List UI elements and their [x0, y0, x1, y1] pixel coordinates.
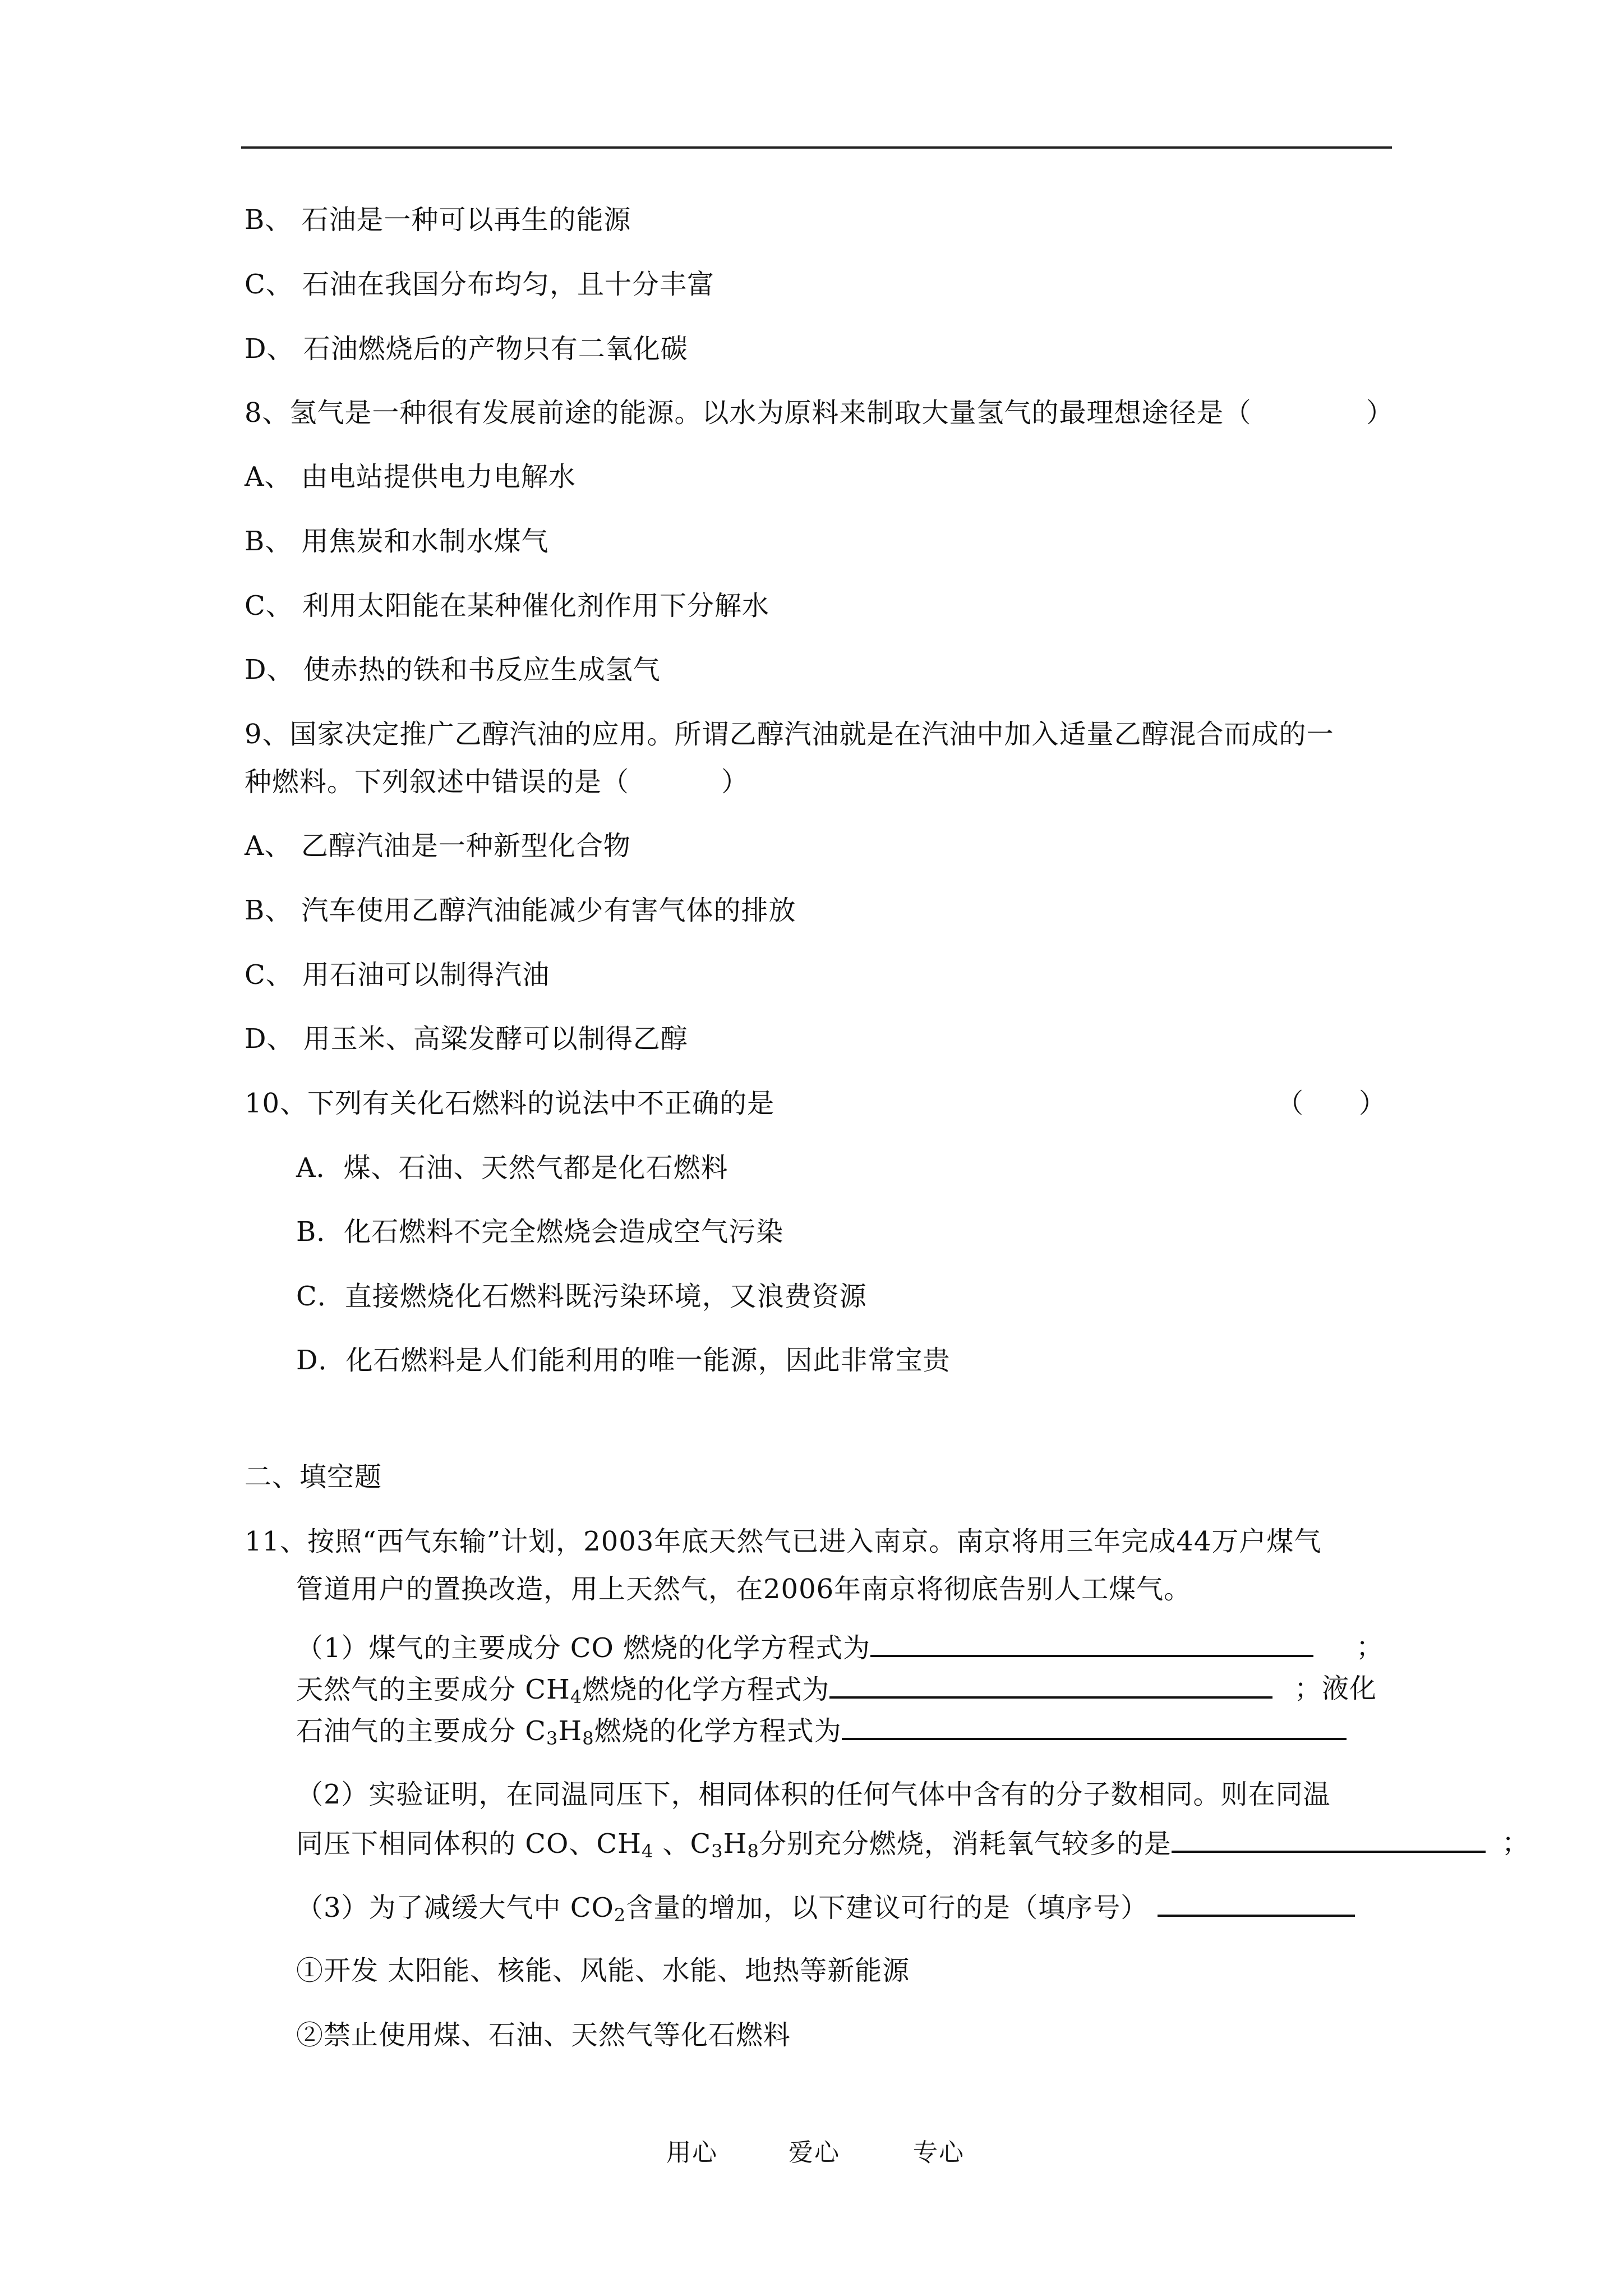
q11-p1-line3-sub1: 3 — [546, 1728, 559, 1749]
q11-p2-line2-end: ； — [1502, 1827, 1530, 1858]
q11-p3-line1-sub: 2 — [614, 1904, 626, 1926]
q11-intro-line1: 11、按照“西气东输”计划，2003年底天然气已进入南京。南京将用三年完成44万户煤气 — [245, 1526, 1322, 1557]
q9-paren-close: ） — [721, 766, 749, 798]
q11-p2-line2-c: H — [723, 1828, 748, 1860]
q11-p2-line2-sub2: 3 — [711, 1841, 723, 1862]
q11-p3-option-2: ②禁止使用煤、石油、天然气等化石燃料 — [296, 2019, 791, 2051]
q11-p2-line2-a: 同压下相同体积的 CO、CH — [296, 1828, 642, 1860]
q8-stem-text: 8、氢气是一种很有发展前途的能源。以水为原料来制取大量氢气的最理想途径是（ — [245, 397, 1252, 429]
q11-p1-line2 — [296, 1672, 1392, 1706]
footer-item-1: 用心 — [666, 2138, 718, 2167]
q11-p1-line3-a: 石油气的主要成分 C — [296, 1715, 546, 1747]
q11-p3-blank[interactable] — [1158, 1890, 1355, 1917]
q9-option-d: D、 用玉米、高粱发酵可以制得乙醇 — [245, 1023, 688, 1055]
q11-intro-line2: 管道用户的置换改造，用上天然气，在2006年南京将彻底告别人工煤气。 — [296, 1573, 1192, 1605]
footer-item-3: 专心 — [913, 2138, 965, 2167]
q11-p2-line2-b: 、C — [653, 1828, 712, 1860]
q8-option-b: B、 用焦炭和水制水煤气 — [245, 526, 549, 557]
q11-p1-blank1[interactable] — [870, 1630, 1313, 1657]
q11-p2-line2 — [296, 1826, 1530, 1861]
q11-p3-option-1: ①开发 太阳能、核能、风能、水能、地热等新能源 — [296, 1955, 910, 1986]
q11-p1-line1-end: ； — [1356, 1631, 1384, 1663]
q11-p3-line1-a: （3）为了减缓大气中 CO — [296, 1892, 614, 1924]
q7-option-b: B、 石油是一种可以再生的能源 — [245, 204, 631, 236]
q11-p3-line1 — [296, 1890, 1355, 1925]
q9-option-c: C、 用石油可以制得汽油 — [245, 959, 550, 991]
footer-item-2: 爱心 — [789, 2138, 840, 2167]
q11-p1-blank3[interactable] — [842, 1713, 1347, 1740]
q9-option-b: B、 汽车使用乙醇汽油能减少有害气体的排放 — [245, 895, 796, 926]
q7-option-d: D、 石油燃烧后的产物只有二氧化碳 — [245, 333, 688, 365]
q11-p1-line2-sub: 4 — [570, 1686, 583, 1708]
q11-p2-line2-sub3: 8 — [747, 1841, 759, 1862]
q11-p1-line1-text: （1）煤气的主要成分 CO 燃烧的化学方程式为 — [296, 1632, 871, 1664]
section-title-fill-in: 二、填空题 — [245, 1461, 382, 1493]
q8-option-a: A、 由电站提供电力电解水 — [245, 461, 576, 493]
q11-p1-line3-mid: H — [558, 1715, 583, 1747]
q10-option-c: C．直接燃烧化石燃料既污染环境，又浪费资源 — [296, 1281, 867, 1312]
q11-p1-blank2[interactable] — [829, 1672, 1272, 1699]
q11-p1-line3 — [296, 1713, 1347, 1748]
q11-p2-line2-d: 分别充分燃烧，消耗氧气较多的是 — [759, 1828, 1172, 1860]
q9-stem-line2-text: 种燃料。下列叙述中错误的是（ — [245, 766, 630, 798]
q10-option-d: D．化石燃料是人们能利用的唯一能源，因此非常宝贵 — [296, 1345, 951, 1376]
q11-p1-line2-end: ；液化 — [1294, 1673, 1377, 1704]
q11-p3-line1-b: 含量的增加，以下建议可行的是（填序号） — [626, 1892, 1149, 1924]
q10-option-a: A．煤、石油、天然气都是化石燃料 — [296, 1152, 728, 1184]
q8-stem — [245, 396, 1392, 430]
q11-p1-line2-a: 天然气的主要成分 CH — [296, 1674, 570, 1705]
q11-p1-line3-b: 燃烧的化学方程式为 — [594, 1715, 842, 1747]
q10-stem-text: 10、下列有关化石燃料的说法中不正确的是 — [245, 1088, 775, 1119]
q11-p1-line3-sub2: 8 — [582, 1728, 594, 1749]
q10-paren: （ ） — [1276, 1088, 1387, 1119]
q11-p1-line1 — [296, 1630, 1392, 1665]
q10-stem — [245, 1087, 1392, 1120]
q11-p2-line1: （2）实验证明，在同温同压下，相同体积的任何气体中含有的分子数相同。则在同温 — [296, 1779, 1331, 1810]
q8-option-d: D、 使赤热的铁和书反应生成氢气 — [245, 654, 661, 685]
q8-option-c: C、 利用太阳能在某种催化剂作用下分解水 — [245, 590, 769, 622]
q10-option-b: B．化石燃料不完全燃烧会造成空气污染 — [296, 1216, 784, 1248]
q7-option-c: C、 石油在我国分布均匀，且十分丰富 — [245, 269, 714, 300]
header-rule — [241, 146, 1392, 149]
q11-p2-line2-sub1: 4 — [641, 1841, 654, 1862]
q9-stem-line2 — [245, 765, 805, 799]
q11-p2-blank[interactable] — [1172, 1826, 1486, 1853]
q9-stem-line1: 9、国家决定推广乙醇汽油的应用。所谓乙醇汽油就是在汽油中加入适量乙醇混合而成的一 — [245, 719, 1334, 750]
q11-p1-line2-b: 燃烧的化学方程式为 — [582, 1674, 830, 1705]
q8-paren-close: ） — [1366, 397, 1394, 429]
q9-option-a: A、 乙醇汽油是一种新型化合物 — [245, 830, 631, 862]
